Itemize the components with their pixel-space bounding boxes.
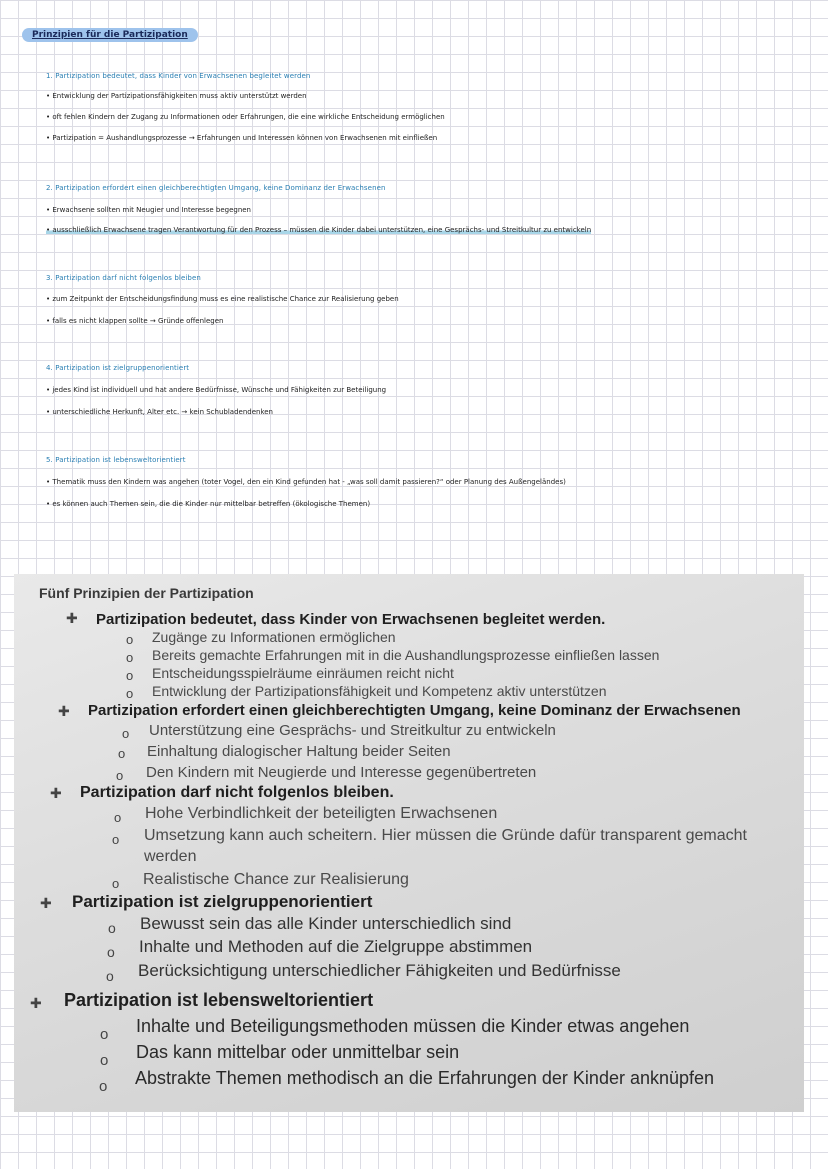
notes-section-1 [46, 72, 806, 142]
circle-bullet-icon: o [112, 876, 120, 891]
section-bullet: • jedes Kind ist individuell und hat andere Bedürfnisse, Wünsche und Fähigkeiten zur Beteiligung [46, 386, 387, 394]
principle-point: Inhalte und Methoden auf die Zielgruppe abstimmen [139, 937, 533, 956]
principle-heading: Partizipation erfordert einen gleichberechtigten Umgang, keine Dominanz der Erwachsenen [88, 702, 741, 719]
circle-bullet-icon: o [122, 726, 130, 741]
principle-heading: Partizipation bedeutet, dass Kinder von Erwachsenen begleitet werden. [96, 611, 606, 628]
principle-point: Inhalte und Beteiligungsmethoden müssen die Kinder etwas angehen [136, 1016, 690, 1036]
notes-section-3 [46, 274, 806, 325]
section-bullet: • es können auch Themen sein, die die Kinder nur mittelbar betreffen (ökologische Themen) [46, 500, 371, 508]
principle-heading: Partizipation ist lebensweltorientiert [64, 990, 374, 1010]
section-bullet: • ausschließlich Erwachsene tragen Verantwortung für den Prozess – müssen die Kinder dabei unterstützen, eine Gesprächs- und Streitkultur zu entwickeln [46, 226, 592, 234]
circle-bullet-icon: o [116, 768, 124, 783]
section-bullet: • Thematik muss den Kindern was angehen (toter Vogel, den ein Kind gefunden hat - „was soll damit passieren?“ oder Planung des Außengeländes) [46, 478, 566, 486]
pin-icon: ✚ [66, 611, 78, 627]
circle-bullet-icon: o [126, 650, 134, 665]
pin-icon: ✚ [58, 704, 70, 720]
section-heading: 5. Partizipation ist lebensweltorientiert [46, 456, 186, 464]
principle-point: Hohe Verbindlichkeit der beteiligten Erwachsenen [145, 805, 498, 822]
section-bullet: • Partizipation = Aushandlungsprozesse → Erfahrungen und Interessen können von Erwachsenen mit einfließen [46, 134, 438, 142]
principle-point: Abstrakte Themen methodisch an die Erfahrungen der Kinder anknüpfen [135, 1068, 715, 1088]
circle-bullet-icon: o [108, 920, 116, 936]
circle-bullet-icon: o [114, 810, 122, 825]
notes-title: Prinzipien für die Partizipation [22, 28, 198, 42]
principle-point: Einhaltung dialogischer Haltung beider Seiten [147, 743, 451, 760]
principle-point: Bewusst sein das alle Kinder unterschiedlich sind [140, 914, 512, 933]
notes-section-5 [46, 456, 806, 508]
principle-point: Entwicklung der Partizipationsfähigkeit und Kompetenz aktiv unterstützen [152, 683, 607, 699]
section-bullet: • Entwicklung der Partizipationsfähigkeiten muss aktiv unterstützt werden [46, 92, 307, 100]
principle-point-continued: werden [144, 848, 197, 865]
section-bullet: • falls es nicht klappen sollte → Gründe offenlegen [46, 317, 224, 325]
pin-icon: ✚ [30, 996, 42, 1012]
circle-bullet-icon: o [126, 668, 134, 683]
circle-bullet-icon: o [118, 746, 126, 761]
printed-sheet-photo [14, 574, 804, 1112]
principle-point: Entscheidungsspielräume einräumen reicht nicht [152, 665, 454, 681]
notes-section-2 [46, 184, 806, 234]
section-heading: 4. Partizipation ist zielgruppenorientiert [46, 364, 190, 372]
principle-point: Berücksichtigung unterschiedlicher Fähigkeiten und Bedürfnisse [138, 961, 621, 980]
principle-point: Das kann mittelbar oder unmittelbar sein [136, 1042, 460, 1062]
section-bullet: • oft fehlen Kindern der Zugang zu Informationen oder Erfahrungen, die eine wirkliche Entscheidung ermöglichen [46, 113, 445, 121]
principle-heading: Partizipation ist zielgruppenorientiert [72, 892, 373, 911]
principle-point: Den Kindern mit Neugierde und Interesse gegenübertreten [146, 764, 537, 781]
principle-point: Umsetzung kann auch scheitern. Hier müssen die Gründe dafür transparent gemacht [144, 827, 747, 844]
circle-bullet-icon: o [112, 832, 120, 847]
section-heading: 2. Partizipation erfordert einen gleichberechtigten Umgang, keine Dominanz der Erwachsenen [46, 184, 386, 192]
notes-section-4 [46, 364, 806, 416]
pin-icon: ✚ [50, 786, 62, 802]
circle-bullet-icon: o [99, 1078, 108, 1095]
circle-bullet-icon: o [100, 1052, 109, 1069]
principle-point: Unterstützung eine Gesprächs- und Streitkultur zu entwickeln [149, 722, 556, 739]
circle-bullet-icon: o [100, 1026, 109, 1043]
section-heading: 3. Partizipation darf nicht folgenlos bleiben [46, 274, 201, 282]
section-heading: 1. Partizipation bedeutet, dass Kinder von Erwachsenen begleitet werden [46, 72, 311, 80]
principle-heading: Partizipation darf nicht folgenlos bleiben. [80, 784, 394, 801]
principle-point: Bereits gemachte Erfahrungen mit in die Aushandlungsprozesse einfließen lassen [152, 647, 660, 663]
principle-point: Zugänge zu Informationen ermöglichen [152, 629, 396, 645]
circle-bullet-icon: o [107, 944, 115, 960]
principle-point: Realistische Chance zur Realisierung [143, 871, 409, 888]
circle-bullet-icon: o [126, 686, 134, 701]
circle-bullet-icon: o [126, 632, 134, 647]
section-bullet: • Erwachsene sollten mit Neugier und Interesse begegnen [46, 206, 251, 214]
photo-title: Fünf Prinzipien der Partizipation [39, 585, 254, 601]
notes-title-badge [22, 22, 198, 42]
section-bullet: • zum Zeitpunkt der Entscheidungsfindung muss es eine realistische Chance zur Realisierung geben [46, 295, 399, 303]
section-bullet: • unterschiedliche Herkunft, Alter etc. → kein Schubladendenken [46, 408, 273, 416]
pin-icon: ✚ [40, 896, 52, 912]
circle-bullet-icon: o [106, 968, 114, 984]
